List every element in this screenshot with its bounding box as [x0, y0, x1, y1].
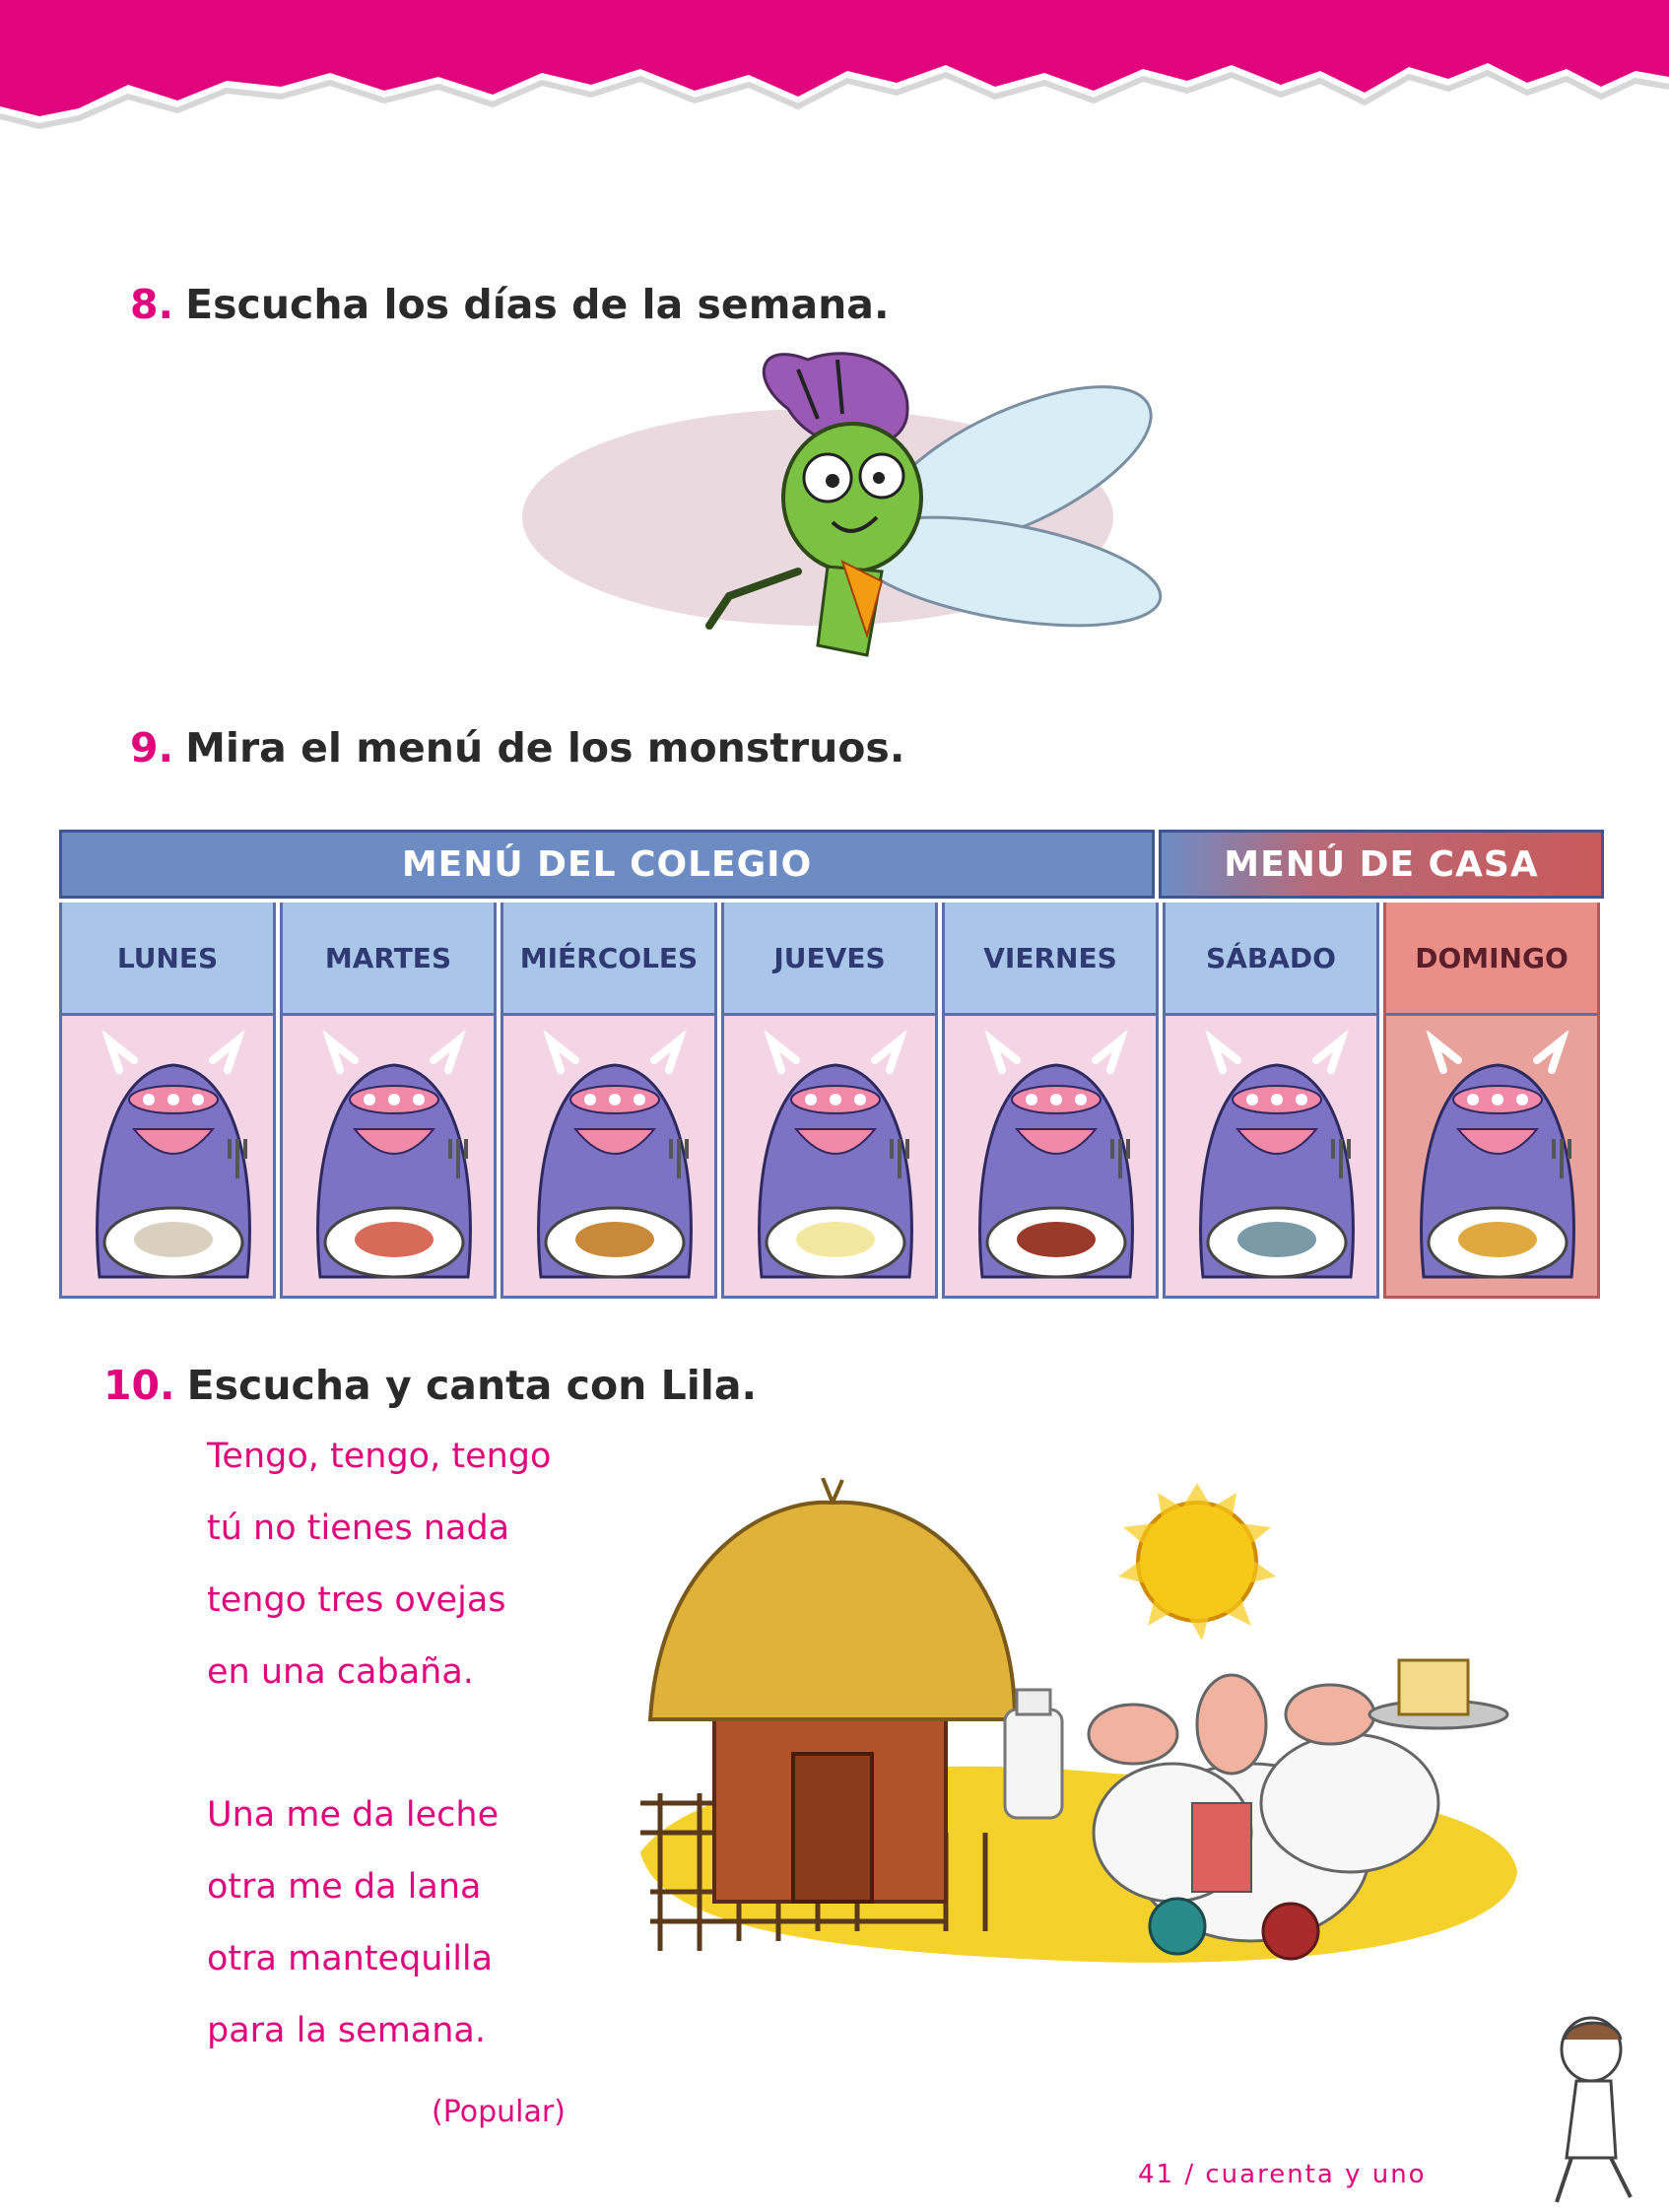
menu-day-label: LUNES [62, 903, 273, 1016]
monster-with-plate-icon [742, 1031, 929, 1287]
monster-menu-table [59, 830, 1604, 1303]
hut-sheep-illustration [621, 1478, 1537, 1990]
menu-day-cell [280, 903, 497, 1299]
home-menu-header [1159, 830, 1604, 899]
monster-with-plate-icon [80, 1031, 267, 1287]
song-line: otra mantequilla [207, 1939, 494, 1978]
exercise-8-text: Escucha los días de la semana. [185, 281, 890, 328]
menu-day-cell [1163, 903, 1379, 1299]
song-stanza-1 [207, 1437, 551, 1724]
menu-day-cell [501, 903, 717, 1299]
school-menu-title: MENÚ DEL COLEGIO [401, 843, 813, 885]
monster-with-plate-icon [1404, 1031, 1591, 1287]
menu-day-cell [1383, 903, 1600, 1299]
menu-day-label: MIÉRCOLES [503, 903, 714, 1016]
song-line: tengo tres ovejas [207, 1580, 506, 1620]
menu-day-label: VIERNES [945, 903, 1156, 1016]
menu-day-cell [942, 903, 1159, 1299]
song-line: Una me da leche [207, 1795, 500, 1835]
lila-fairy-illustration [493, 350, 1222, 690]
boy-illustration [1527, 2010, 1655, 2207]
menu-day-label: MARTES [283, 903, 494, 1016]
menu-day-label: JUEVES [724, 903, 935, 1016]
exercise-9-heading [130, 724, 904, 771]
exercise-9-number: 9. [130, 724, 174, 771]
exercise-9-text: Mira el menú de los monstruos. [185, 724, 905, 771]
song-credit: (Popular) [432, 2095, 566, 2129]
song-line: para la semana. [207, 2011, 486, 2050]
monster-with-plate-icon [1183, 1031, 1370, 1287]
song-line: tú no tienes nada [207, 1508, 510, 1548]
song-line: otra me da lana [207, 1867, 482, 1907]
song-stanza-2 [207, 1795, 499, 2083]
exercise-8-number: 8. [130, 281, 174, 328]
school-menu-header [59, 830, 1155, 899]
header-banner [0, 0, 1669, 148]
exercise-10-text: Escucha y canta con Lila. [186, 1362, 758, 1409]
monster-with-plate-icon [521, 1031, 708, 1287]
exercise-10-number: 10. [103, 1362, 175, 1409]
menu-day-label: SÁBADO [1166, 903, 1376, 1016]
menu-day-cell [721, 903, 938, 1299]
monster-with-plate-icon [300, 1031, 488, 1287]
menu-day-label: DOMINGO [1386, 903, 1597, 1016]
exercise-10-heading [103, 1362, 757, 1409]
page-number: 41 / cuarenta y uno [1138, 2160, 1427, 2189]
menu-day-cell [59, 903, 276, 1299]
home-menu-title: MENÚ DE CASA [1224, 843, 1539, 885]
song-line: Tengo, tengo, tengo [207, 1437, 552, 1476]
exercise-8-heading [130, 281, 890, 328]
song-line: en una cabaña. [207, 1652, 474, 1692]
monster-with-plate-icon [963, 1031, 1150, 1287]
